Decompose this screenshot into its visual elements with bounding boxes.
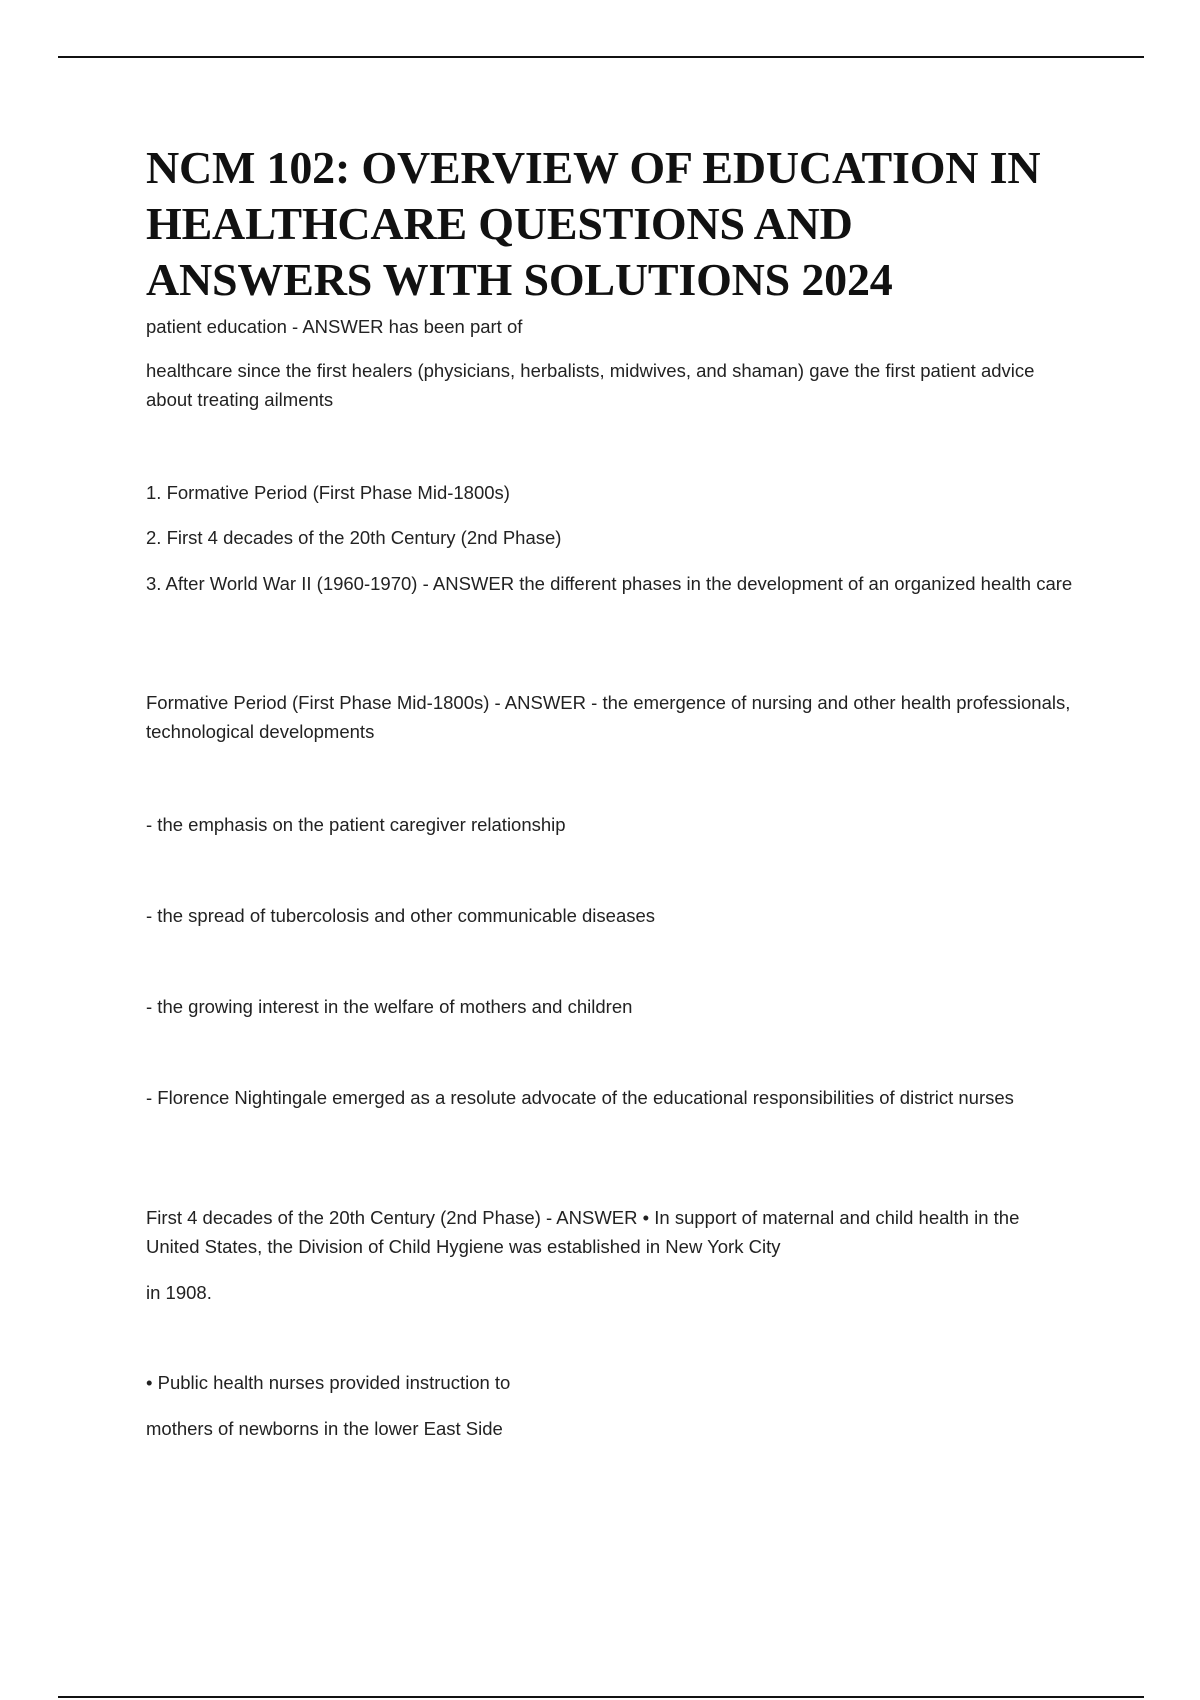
paragraph-lower-east-side: mothers of newborns in the lower East Side	[146, 1418, 503, 1439]
paragraph-healthcare-history: healthcare since the first healers (physicians, herbalists, midwives, and shaman) gave the first patient advice about treating ailments	[146, 360, 1035, 410]
bottom-rule	[58, 1696, 1144, 1698]
document-body	[146, 140, 1076, 1439]
bullet-patient-caregiver: - the emphasis on the patient caregiver relationship	[146, 814, 566, 835]
paragraph-formative-period: Formative Period (First Phase Mid-1800s) - ANSWER - the emergence of nursing and other health professionals, technological developments	[146, 692, 1071, 742]
document-title: NCM 102: OVERVIEW OF EDUCATION IN HEALTHCARE QUESTIONS AND ANSWERS WITH SOLUTIONS 2024	[146, 142, 1041, 305]
top-rule	[58, 56, 1144, 58]
bullet-tuberculosis: - the spread of tubercolosis and other communicable diseases	[146, 905, 656, 926]
list-item-phase-1: 1. Formative Period (First Phase Mid-1800s)	[146, 482, 510, 503]
paragraph-second-phase: First 4 decades of the 20th Century (2nd Phase) - ANSWER • In support of maternal and child health in the United States, the Division of Child Hygiene was established in New York City	[146, 1207, 1020, 1257]
list-item-phase-3: 3. After World War II (1960-1970) - ANSWER the different phases in the development of an organized health care	[146, 573, 1073, 594]
bullet-florence-nightingale: - Florence Nightingale emerged as a resolute advocate of the educational responsibilities of district nurses	[146, 1087, 1014, 1108]
paragraph-patient-education: patient education - ANSWER has been part of	[146, 316, 523, 337]
list-item-phase-2: 2. First 4 decades of the 20th Century (2nd Phase)	[146, 527, 562, 548]
bullet-mothers-children: - the growing interest in the welfare of mothers and children	[146, 996, 633, 1017]
paragraph-year-1908: in 1908.	[146, 1282, 212, 1303]
bullet-public-health-nurses: • Public health nurses provided instruction to	[146, 1372, 511, 1393]
